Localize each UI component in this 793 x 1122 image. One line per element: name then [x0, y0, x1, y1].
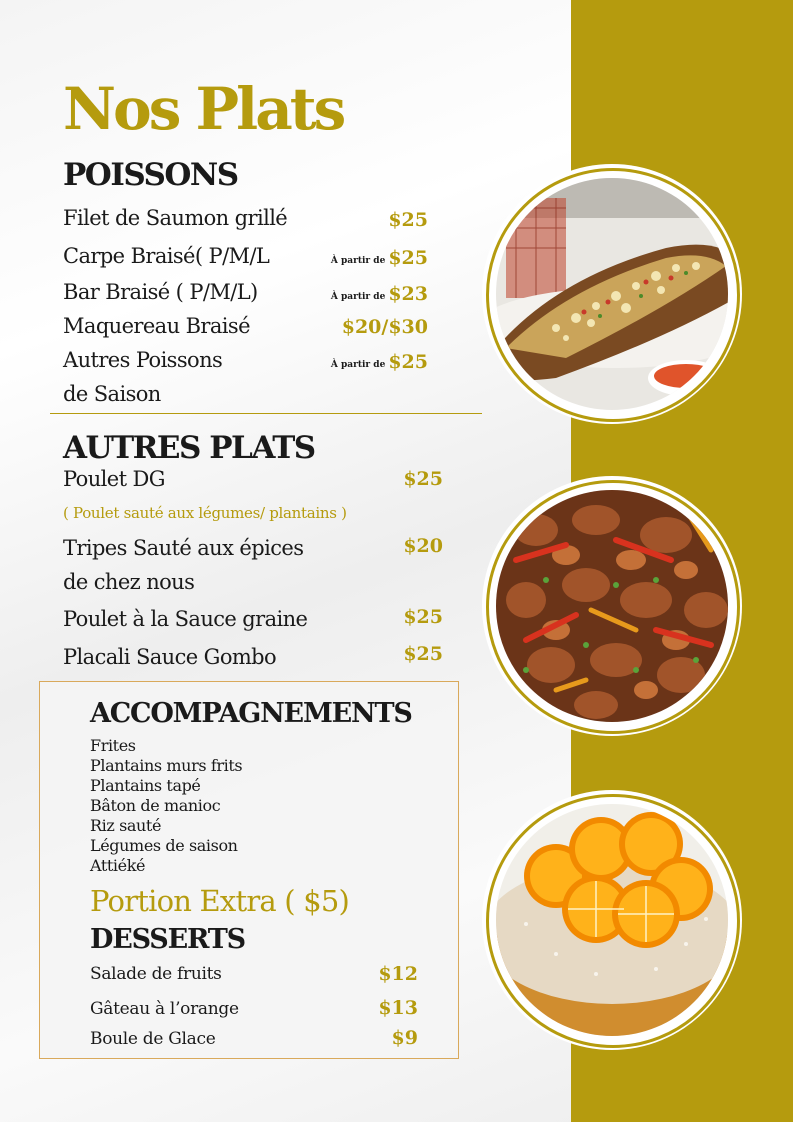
sides-desserts-box [39, 681, 459, 1059]
list-item: Riz sauté [90, 816, 162, 835]
section-divider [50, 413, 482, 414]
menu-item-name-line2: de Saison [63, 382, 161, 406]
price-prefix: À partir de [330, 360, 386, 370]
menu-item-price: $25 [403, 643, 443, 665]
list-item: Bâton de manioc [90, 796, 221, 815]
menu-item-name: Filet de Saumon grillé [63, 206, 288, 230]
menu-title: Nos Plats [63, 75, 344, 143]
list-item: Plantains murs frits [90, 756, 243, 775]
dessert-price: $9 [391, 1027, 418, 1049]
menu-item-name: Autres Poissons [63, 348, 223, 372]
chicken-image [496, 490, 728, 722]
menu-item-name: Placali Sauce Gombo [63, 645, 277, 669]
sides-list [90, 736, 242, 876]
menu-item-price: $25 [403, 606, 443, 628]
dessert-price: $12 [378, 963, 418, 985]
menu-item-name: Maquereau Braisé [63, 314, 250, 338]
menu-item-name: Tripes Sauté aux épices [63, 536, 304, 560]
fish-image [496, 178, 728, 410]
orange-cake-image [496, 804, 728, 1036]
menu-item-name-line2: de chez nous [63, 570, 195, 594]
menu-item-name: Bar Braisé ( P/M/L) [63, 280, 258, 304]
poissons-heading: POISSONS [63, 157, 238, 193]
autres-plats-heading: AUTRES PLATS [63, 430, 315, 466]
menu-item-price: $20/$30 [341, 316, 428, 338]
chicken-photo [482, 476, 742, 736]
list-item: Légumes de saison [90, 836, 238, 855]
price-prefix: À partir de [330, 256, 386, 266]
fish-photo [482, 164, 742, 424]
dessert-name: Salade de fruits [90, 964, 222, 984]
price-prefix: À partir de [330, 292, 386, 302]
list-item: Plantains tapé [90, 776, 201, 795]
accompagnements-heading: ACCOMPAGNEMENTS [90, 698, 412, 729]
dessert-name: Gâteau à l’orange [90, 999, 239, 1019]
desserts-heading: DESSERTS [90, 924, 245, 955]
menu-item-name: Poulet à la Sauce graine [63, 607, 308, 631]
dessert-price: $13 [378, 997, 418, 1019]
menu-item-description: ( Poulet sauté aux légumes/ plantains ) [63, 504, 347, 522]
list-item: Attiéké [90, 856, 146, 875]
list-item: Frites [90, 736, 136, 755]
dessert-name: Boule de Glace [90, 1029, 216, 1049]
menu-item-name: Carpe Braisé( P/M/L [63, 244, 270, 268]
menu-item-price: $25 [403, 468, 443, 490]
menu-item-price: $25 [388, 209, 428, 231]
menu-item-price: À partir de $23 [330, 283, 428, 305]
portion-extra: Portion Extra ( $5) [90, 884, 350, 918]
orange-cake-photo [482, 790, 742, 1050]
menu-item-price: À partir de $25 [330, 351, 428, 373]
menu-item-price: À partir de $25 [330, 247, 428, 269]
menu-item-name: Poulet DG [63, 467, 165, 491]
menu-item-price: $20 [403, 535, 443, 557]
